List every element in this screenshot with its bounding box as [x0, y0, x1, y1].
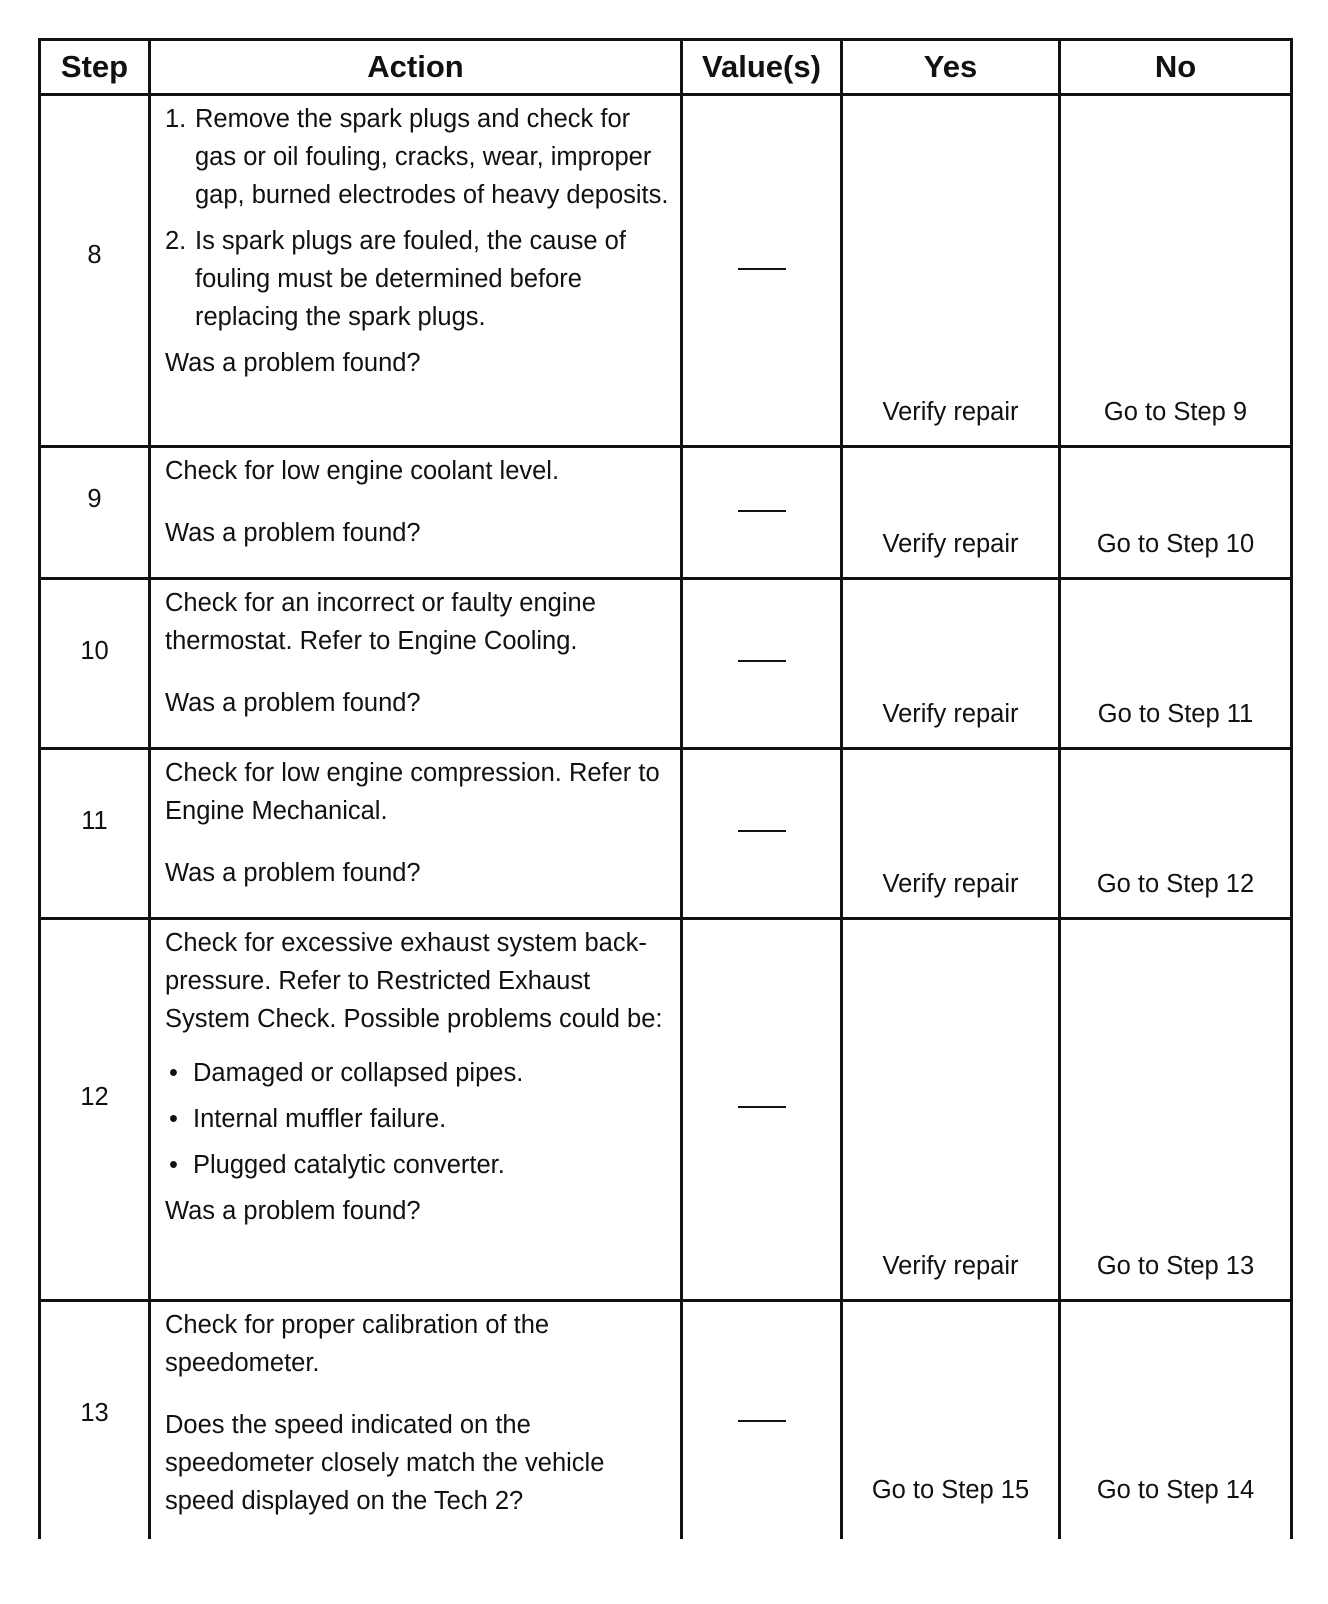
list-text: Remove the spark plugs and check for gas or oil fouling, cracks, wear, improper gap, burned electrodes of heavy deposits. — [195, 105, 669, 209]
value-dash — [738, 510, 786, 512]
action-text: Check for excessive exhaust system back-pressure. Refer to Restricted Exhaust System Check. Possible problems could be: — [165, 929, 663, 1033]
value-cell — [682, 579, 842, 749]
yes-cell: Verify repair — [842, 95, 1060, 447]
step-cell — [40, 579, 150, 749]
no-cell: Go to Step 14 — [1060, 1301, 1292, 1539]
action-question: Was a problem found? — [165, 859, 421, 887]
value-cell — [682, 749, 842, 919]
action-cell — [150, 95, 682, 447]
list-number: 1. — [165, 105, 187, 133]
no-cell: Go to Step 10 — [1060, 447, 1292, 579]
table-row — [40, 1301, 1292, 1539]
step-number: 9 — [87, 485, 102, 513]
action-cell — [150, 447, 682, 579]
table-row — [40, 95, 1292, 447]
header-no: No — [1060, 40, 1292, 95]
list-text: Damaged or collapsed pipes. — [193, 1059, 524, 1087]
action-cell — [150, 749, 682, 919]
step-number: 10 — [80, 637, 109, 665]
header-row — [40, 40, 1292, 95]
action-question: Was a problem found? — [165, 349, 421, 377]
bullet-icon: • — [169, 1105, 178, 1133]
yes-cell: Verify repair — [842, 447, 1060, 579]
list-item — [165, 222, 670, 336]
yes-cell: Verify repair — [842, 749, 1060, 919]
bullet-icon: • — [169, 1059, 178, 1087]
action-text: Check for low engine coolant level. — [165, 457, 560, 485]
list-item — [165, 1100, 670, 1138]
step-number: 11 — [81, 807, 108, 835]
step-cell — [40, 749, 150, 919]
list-item — [165, 100, 670, 214]
no-cell: Go to Step 11 — [1060, 579, 1292, 749]
no-cell: Go to Step 13 — [1060, 919, 1292, 1301]
value-dash — [738, 1106, 786, 1108]
action-cell — [150, 579, 682, 749]
step-number: 8 — [87, 241, 102, 269]
action-question: Was a problem found? — [165, 519, 421, 547]
step-cell — [40, 95, 150, 447]
table-row — [40, 447, 1292, 579]
value-cell — [682, 1301, 842, 1539]
step-number: 12 — [80, 1083, 109, 1111]
value-dash — [738, 660, 786, 662]
action-cell — [150, 919, 682, 1301]
yes-cell: Verify repair — [842, 579, 1060, 749]
header-step: Step — [40, 40, 150, 95]
step-cell — [40, 919, 150, 1301]
action-text: Check for low engine compression. Refer to Engine Mechanical. — [165, 759, 660, 825]
numbered-list — [165, 100, 670, 336]
list-item — [165, 1054, 670, 1092]
action-text: Check for an incorrect or faulty engine thermostat. Refer to Engine Cooling. — [165, 589, 596, 655]
table-row — [40, 579, 1292, 749]
header-action: Action — [150, 40, 682, 95]
step-number: 13 — [80, 1399, 109, 1427]
list-number: 2. — [165, 227, 187, 255]
list-text: Internal muffler failure. — [193, 1105, 447, 1133]
action-question: Does the speed indicated on the speedometer closely match the vehicle speed displayed on the Tech 2? — [165, 1411, 605, 1515]
value-dash — [738, 268, 786, 270]
value-cell — [682, 919, 842, 1301]
bullet-icon: • — [169, 1151, 178, 1179]
diagnostic-table — [38, 38, 1293, 1539]
value-dash — [738, 1420, 786, 1422]
list-text: Is spark plugs are fouled, the cause of fouling must be determined before replacing the spark plugs. — [195, 227, 626, 331]
header-values: Value(s) — [682, 40, 842, 95]
table-row — [40, 919, 1292, 1301]
header-yes: Yes — [842, 40, 1060, 95]
value-dash — [738, 830, 786, 832]
step-cell — [40, 1301, 150, 1539]
list-item — [165, 1146, 670, 1184]
no-cell: Go to Step 9 — [1060, 95, 1292, 447]
value-cell — [682, 447, 842, 579]
action-text: Check for proper calibration of the speedometer. — [165, 1311, 550, 1377]
yes-cell: Go to Step 15 — [842, 1301, 1060, 1539]
action-question: Was a problem found? — [165, 1197, 421, 1225]
action-cell — [150, 1301, 682, 1539]
list-text: Plugged catalytic converter. — [193, 1151, 505, 1179]
yes-cell: Verify repair — [842, 919, 1060, 1301]
table-row — [40, 749, 1292, 919]
action-question: Was a problem found? — [165, 689, 421, 717]
step-cell — [40, 447, 150, 579]
no-cell: Go to Step 12 — [1060, 749, 1292, 919]
value-cell — [682, 95, 842, 447]
bullet-list — [165, 1054, 670, 1184]
